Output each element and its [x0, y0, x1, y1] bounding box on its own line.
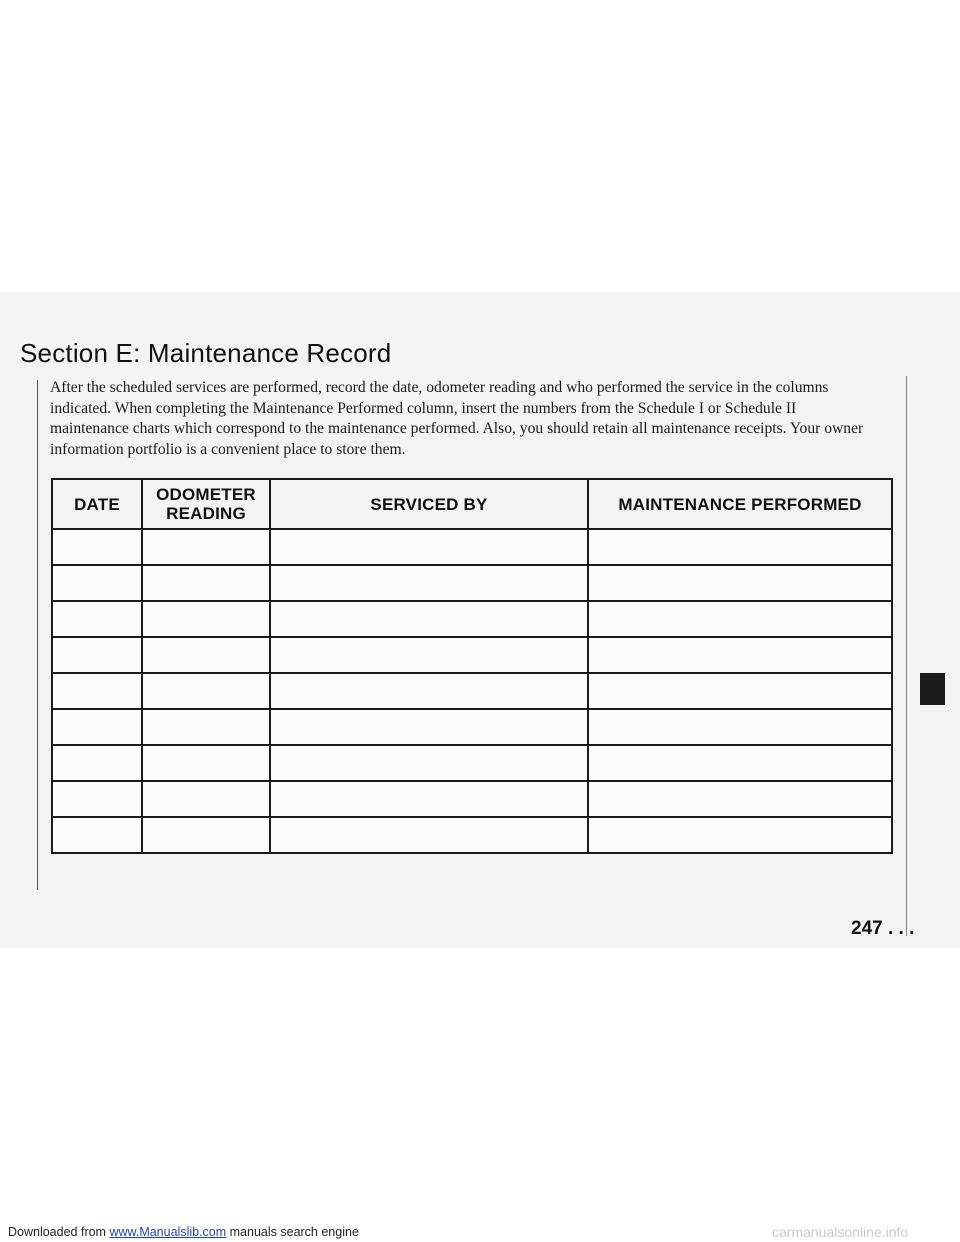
- odometer-cell[interactable]: [142, 781, 270, 817]
- maintenance-record-table: [51, 478, 893, 854]
- serviced-by-cell[interactable]: [270, 817, 588, 853]
- serviced-by-cell[interactable]: [270, 637, 588, 673]
- date-cell[interactable]: [52, 817, 142, 853]
- table-row: [52, 529, 892, 565]
- maintenance-cell[interactable]: [588, 673, 892, 709]
- download-footer: [8, 1225, 359, 1239]
- serviced-by-cell[interactable]: [270, 673, 588, 709]
- footer-suffix: manuals search engine: [226, 1225, 359, 1239]
- margin-rule-right: [906, 376, 907, 936]
- footer-prefix: Downloaded from: [8, 1225, 110, 1239]
- table-row: [52, 817, 892, 853]
- date-cell[interactable]: [52, 709, 142, 745]
- margin-rule-left: [37, 380, 38, 890]
- table-row: [52, 709, 892, 745]
- maintenance-cell[interactable]: [588, 745, 892, 781]
- maintenance-cell[interactable]: [588, 637, 892, 673]
- serviced-by-cell[interactable]: [270, 745, 588, 781]
- intro-paragraph: After the scheduled services are performed, record the date, odometer reading and who performed the service in the columns indicated. When completing the Maintenance Performed column, insert the numbers from the Schedule I or Schedule II maintenance charts which correspond to the maintenance performed. Also, you should retain all maintenance receipts. Your owner information portfolio is a convenient place to store them.: [50, 379, 864, 458]
- column-header-odometer-reading: [142, 479, 270, 529]
- maintenance-cell[interactable]: [588, 529, 892, 565]
- table-row: [52, 565, 892, 601]
- table-row: [52, 745, 892, 781]
- odometer-cell[interactable]: [142, 673, 270, 709]
- page-number: 247 . . .: [851, 918, 915, 939]
- table-row: [52, 673, 892, 709]
- date-cell[interactable]: [52, 745, 142, 781]
- maintenance-cell[interactable]: [588, 565, 892, 601]
- serviced-by-cell[interactable]: [270, 709, 588, 745]
- serviced-by-cell[interactable]: [270, 781, 588, 817]
- odometer-cell[interactable]: [142, 745, 270, 781]
- table-row: [52, 781, 892, 817]
- table-row: [52, 601, 892, 637]
- date-cell[interactable]: [52, 673, 142, 709]
- column-header-serviced-by: SERVICED BY: [270, 479, 588, 529]
- serviced-by-cell[interactable]: [270, 529, 588, 565]
- table-header-row: [52, 479, 892, 529]
- maintenance-cell[interactable]: [588, 709, 892, 745]
- date-cell[interactable]: [52, 637, 142, 673]
- odometer-cell[interactable]: [142, 817, 270, 853]
- date-cell[interactable]: [52, 565, 142, 601]
- manualslib-link[interactable]: www.Manualslib.com: [109, 1225, 227, 1239]
- date-cell[interactable]: [52, 601, 142, 637]
- odometer-cell[interactable]: [142, 565, 270, 601]
- serviced-by-cell[interactable]: [270, 601, 588, 637]
- date-cell[interactable]: [52, 529, 142, 565]
- odometer-cell[interactable]: [142, 529, 270, 565]
- section-title: Section E: Maintenance Record: [20, 338, 392, 368]
- odometer-header-line1: ODOMETER: [156, 485, 256, 504]
- maintenance-cell[interactable]: [588, 817, 892, 853]
- odometer-cell[interactable]: [142, 637, 270, 673]
- site-watermark: carmanualsonline.info: [772, 1224, 909, 1240]
- maintenance-cell[interactable]: [588, 601, 892, 637]
- column-header-date: DATE: [52, 479, 142, 529]
- date-cell[interactable]: [52, 781, 142, 817]
- section-tab-marker: [920, 673, 945, 705]
- odometer-cell[interactable]: [142, 601, 270, 637]
- odometer-cell[interactable]: [142, 709, 270, 745]
- odometer-header-line2: READING: [166, 504, 246, 523]
- column-header-maintenance-performed: MAINTENANCE PERFORMED: [588, 479, 892, 529]
- table-row: [52, 637, 892, 673]
- serviced-by-cell[interactable]: [270, 565, 588, 601]
- maintenance-cell[interactable]: [588, 781, 892, 817]
